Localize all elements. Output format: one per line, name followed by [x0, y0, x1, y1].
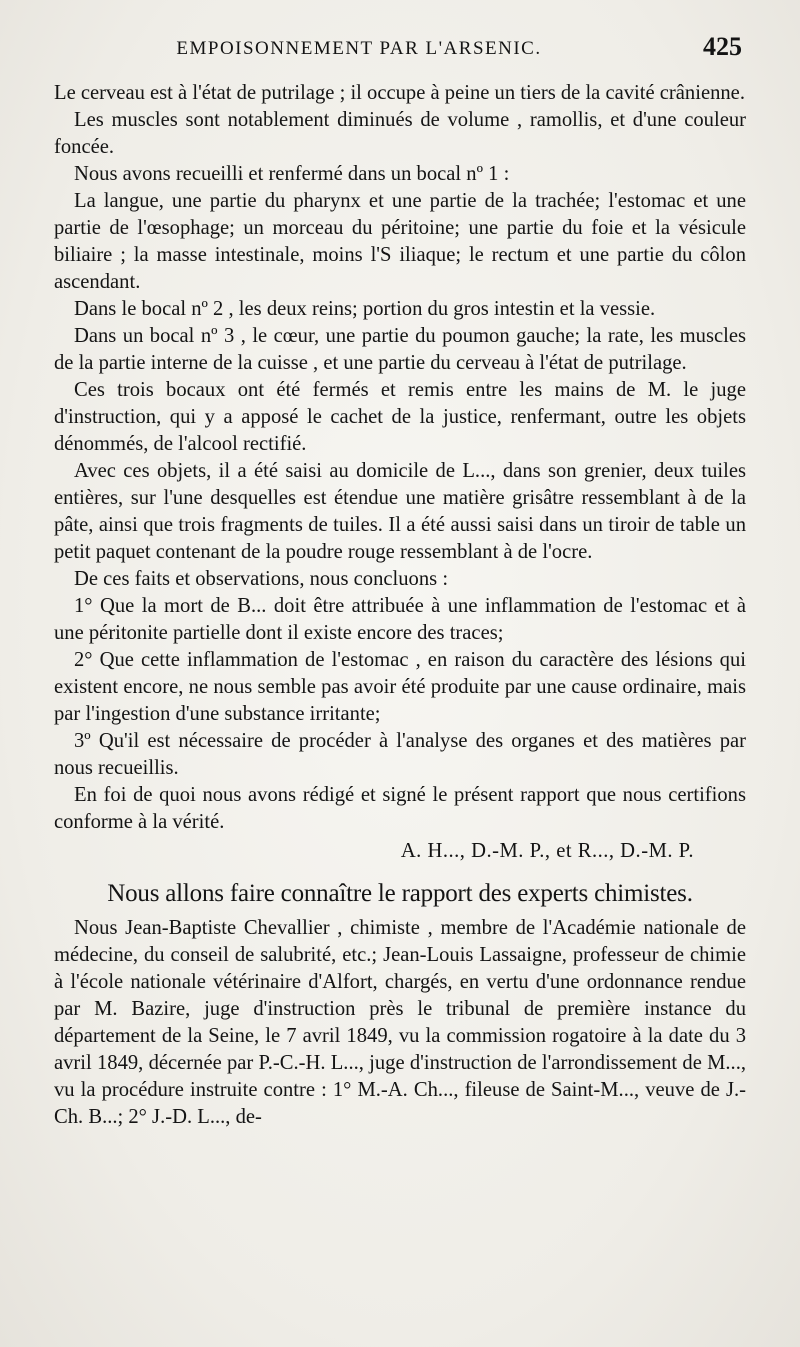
paragraph-muscles: Les muscles sont notablement diminués de volume , ramollis, et d'une couleur foncée.	[54, 109, 746, 158]
paragraph-conclusions-intro: De ces faits et observations, nous concluons :	[74, 568, 449, 590]
paragraph-jar-3: Dans un bocal nº 3 , le cœur, une partie du poumon gauche; la rate, les muscles de la partie interne de la cuisse , et une partie du cerveau à l'état de putrilage.	[54, 325, 746, 374]
paragraph-jars-sealed: Ces trois bocaux ont été fermés et remis entre les mains de M. le juge d'instruction, qui y a apposé le cachet de la justice, renfermant, outre les objets dénommés, de l'alcool rectifié.	[54, 379, 746, 455]
running-head: EMPOISONNEMENT PAR L'ARSENIC.	[176, 38, 542, 59]
paragraph-conclusion-2: 2° Que cette inflammation de l'estomac , en raison du caractère des lésions qui existent encore, ne nous semble pas avoir été produite par une cause ordinaire, mais par l'ingestion d'une substance irritante;	[54, 649, 746, 725]
paragraph-conclusion-3: 3º Qu'il est nécessaire de procéder à l'analyse des organes et des matières par nous recueillis.	[54, 730, 746, 779]
section-title: Nous allons faire connaître le rapport des experts chimistes.	[107, 880, 693, 907]
paragraph-conclusion-1: 1° Que la mort de B... doit être attribuée à une inflammation de l'estomac et à une péritonite partielle dont il existe encore des traces;	[54, 595, 746, 644]
paragraph-jar-1-intro: Nous avons recueilli et renfermé dans un bocal nº 1 :	[74, 163, 510, 185]
signature-line: A. H..., D.-M. P., et R..., D.-M. P.	[400, 840, 694, 862]
paragraph-jar-1-contents: La langue, une partie du pharynx et une partie de la trachée; l'estomac et une partie de l'œsophage; un morceau du péritoine; une partie du foie et la vésicule biliaire ; la masse intestinale, moins l'S iliaque; le rectum et une partie du côlon ascendant.	[54, 190, 746, 293]
page-header	[54, 32, 744, 68]
body-text	[54, 80, 746, 1131]
paragraph-brain-state: Le cerveau est à l'état de putrilage ; il occupe à peine un tiers de la cavité crânienne.	[54, 82, 745, 104]
paragraph-seized-objects: Avec ces objets, il a été saisi au domicile de L..., dans son grenier, deux tuiles entières, sur l'une desquelles est étendue une matière grisâtre ressemblant à de la pâte, ainsi que trois fragments de tuiles. Il a été aussi saisi dans un tiroir de table un petit paquet contenant de la poudre rouge ressemblant à de l'ocre.	[54, 460, 746, 563]
paragraph-chemists-report: Nous Jean-Baptiste Chevallier , chimiste , membre de l'Académie nationale de médecine, du conseil de salubrité, etc.; Jean-Louis Lassaigne, professeur de chimie à l'école nationale vétérinaire d'Alfort, chargés, en vertu d'une ordonnance rendue par M. Bazire, juge d'instruction près le tribunal de première instance du département de la Seine, le 7 avril 1849, vu la commission rogatoire à la date du 3 avril 1849, décernée par P.-C.-H. L..., juge d'instruction de l'arrondissement de M..., vu la procédure instruite contre : 1° M.-A. Ch..., fileuse de Saint-M..., veuve de J.-Ch. B...; 2° J.-D. L..., de-	[54, 917, 746, 1128]
paragraph-certification: En foi de quoi nous avons rédigé et signé le présent rapport que nous certifions conforme à la vérité.	[54, 784, 746, 833]
paragraph-jar-2: Dans le bocal nº 2 , les deux reins; portion du gros intestin et la vessie.	[74, 298, 656, 320]
page-number: 425	[703, 32, 742, 61]
